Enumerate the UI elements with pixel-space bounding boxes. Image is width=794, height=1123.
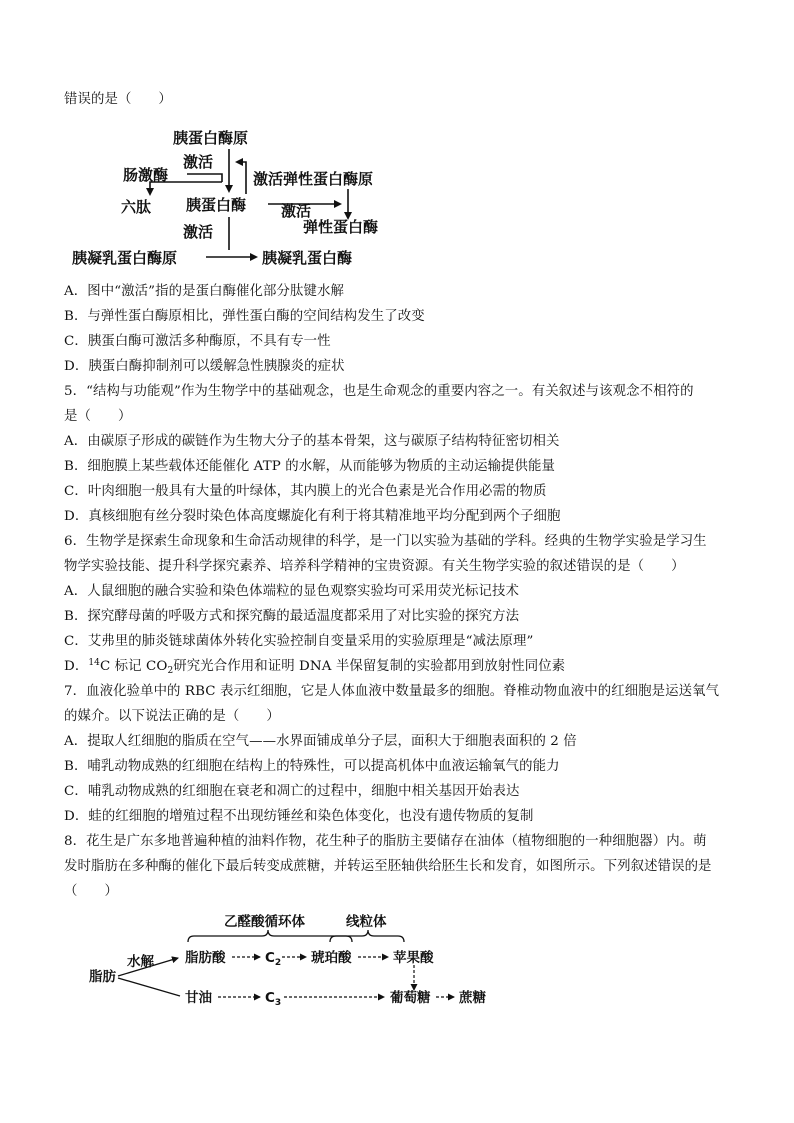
q5-option-a: A．由碳原子形成的碳链作为生物大分子的基本骨架，这与碳原子结构特征密切相关 [64, 434, 560, 449]
q4-dg-elastase: 弹性蛋白酶 [303, 218, 379, 236]
q4-dg-trypsin: 胰蛋白酶 [186, 196, 247, 214]
q6-option-d [64, 658, 565, 676]
q4-option-a: A．图中“激活”指的是蛋白酶催化部分肽键水解 [64, 284, 344, 299]
q8-brace-mitochondria [330, 930, 404, 942]
q4-dg-chymotrypsin: 胰凝乳蛋白酶 [262, 249, 353, 267]
q4-option-b: B．与弹性蛋白酶原相比，弹性蛋白酶的空间结构发生了改变 [64, 309, 425, 324]
q4-enzyme-activation-diagram [0, 122, 794, 272]
q4-arrow-trypsin-feedback [237, 162, 246, 194]
q5-stem-line1: 5．“结构与功能观”作为生物学中的基础观念，也是生命观念的重要内容之一。有关叙述与该观念不相符的 [64, 384, 694, 399]
q4-stem-tail: 错误的是（ ） [64, 92, 172, 107]
q4-dg-enterokinase: 肠激酶 [123, 166, 169, 184]
q8-dg-succinate: 琥珀酸 [311, 950, 352, 966]
q7-stem-line1: 7．血液化验单中的 RBC 表示红细胞，它是人体血液中数量最多的细胞。脊椎动物血液中的红细胞是运送氧气 [64, 684, 720, 699]
q5-option-c: C．叶肉细胞一般具有大量的叶绿体，其内膜上的光合色素是光合作用必需的物质 [64, 484, 547, 499]
q4-dg-chymotrypsinogen: 胰凝乳蛋白酶原 [72, 249, 178, 267]
q6-stem-line1: 6．生物学是探索生命现象和生命活动规律的科学，是一门以实验为基础的学科。经典的生物学实验是学习生 [64, 534, 707, 549]
q8-stem-line3: （ ） [64, 884, 118, 899]
q8-dg-sucrose: 蔗糖 [459, 990, 486, 1006]
q8-stem-line1: 8．花生是广东多地普遍种植的油料作物，花生种子的脂肪主要储存在油体（植物细胞的一种细胞器）内。萌 [64, 834, 707, 849]
q6-option-d-prefix: D． [64, 659, 89, 674]
q4-dg-activate-elastase-pro: 激活弹性蛋白酶原 [253, 170, 374, 188]
q4-dg-activate2: 激活 [281, 202, 312, 220]
q8-dg-glyoxysome: 乙醛酸循环体 [224, 914, 305, 930]
q7-option-d: D．蛙的红细胞的增殖过程不出现纺锤丝和染色体变化，也没有遗传物质的复制 [64, 809, 534, 824]
q8-dg-glycerol: 甘油 [185, 990, 212, 1006]
q6-option-a: A．人鼠细胞的融合实验和染色体端粒的显色观察实验均可采用荧光标记技术 [64, 584, 519, 599]
q8-dg-mitochondria: 线粒体 [346, 914, 387, 930]
q4-dg-activate1: 激活 [183, 153, 214, 171]
q8-fat-conversion-diagram [0, 910, 794, 1020]
q7-stem-line2: 的媒介。以下说法正确的是（ ） [64, 709, 280, 724]
q8-dg-glucose: 葡萄糖 [390, 990, 431, 1006]
q4-dg-trypsinogen: 胰蛋白酶原 [173, 129, 249, 147]
q4-option-c: C．胰蛋白酶可激活多种酶原，不具有专一性 [64, 334, 331, 349]
q5-option-d: D．真核细胞有丝分裂时染色体高度螺旋化有利于将其精准地平均分配到两个子细胞 [64, 509, 561, 524]
q8-brace-glyoxysome [188, 930, 352, 942]
q8-branch-to-glycerol [118, 978, 180, 996]
q4-dg-activate3: 激活 [183, 223, 214, 241]
q5-stem-line2: 是（ ） [64, 409, 132, 424]
q6-option-d-mid: C 标记 CO [99, 659, 168, 674]
q7-option-b: B．哺乳动物成熟的红细胞在结构上的特殊性，可以提高机体中血液运输氧气的能力 [64, 759, 560, 774]
q8-dg-fat: 脂肪 [89, 969, 116, 985]
q8-dg-fatty-acid: 脂肪酸 [185, 950, 226, 966]
q4-option-d: D．胰蛋白酶抑制剂可以缓解急性胰腺炎的症状 [64, 359, 345, 374]
q8-dg-c2: $C_2$ [265, 950, 282, 968]
q8-dg-malate: 苹果酸 [393, 950, 434, 966]
q6-option-b: B．探究酵母菌的呼吸方式和探究酶的最适温度都采用了对比实验的探究方法 [64, 609, 520, 624]
q8-dg-c3: $C_3$ [265, 990, 282, 1008]
q4-arrow-enterokinase [187, 174, 222, 182]
q7-option-c: C．哺乳动物成熟的红细胞在衰老和凋亡的过程中，细胞中相关基因开始表达 [64, 784, 520, 799]
q7-option-a: A．提取人红细胞的脂质在空气——水界面铺成单分子层，面积大于细胞表面积的 2 倍 [64, 734, 577, 749]
q5-option-b: B．细胞膜上某些载体还能催化 ATP 的水解，从而能够为物质的主动运输提供能量 [64, 459, 556, 474]
q8-stem-line2: 发时脂肪在多种酶的催化下最后转变成蔗糖，并转运至胚轴供给胚生长和发育，如图所示。下列叙述错误的是 [64, 859, 712, 874]
q6-option-d-sup: 14 [88, 658, 100, 668]
q6-stem-line2: 物学实验技能、提升科学探究素养、培养科学精神的宝贵资源。有关生物学实验的叙述错误的是（ ） [64, 559, 685, 574]
q4-dg-hexapeptide: 六肽 [121, 198, 152, 216]
q6-option-c: C．艾弗里的肺炎链球菌体外转化实验控制自变量采用的实验原理是“减法原理” [64, 634, 534, 649]
q6-option-d-tail: 研究光合作用和证明 DNA 半保留复制的实验都用到放射性同位素 [173, 659, 566, 674]
q6-option-d-sub: 2 [167, 666, 174, 676]
q8-dg-hydrolysis: 水解 [127, 954, 154, 970]
